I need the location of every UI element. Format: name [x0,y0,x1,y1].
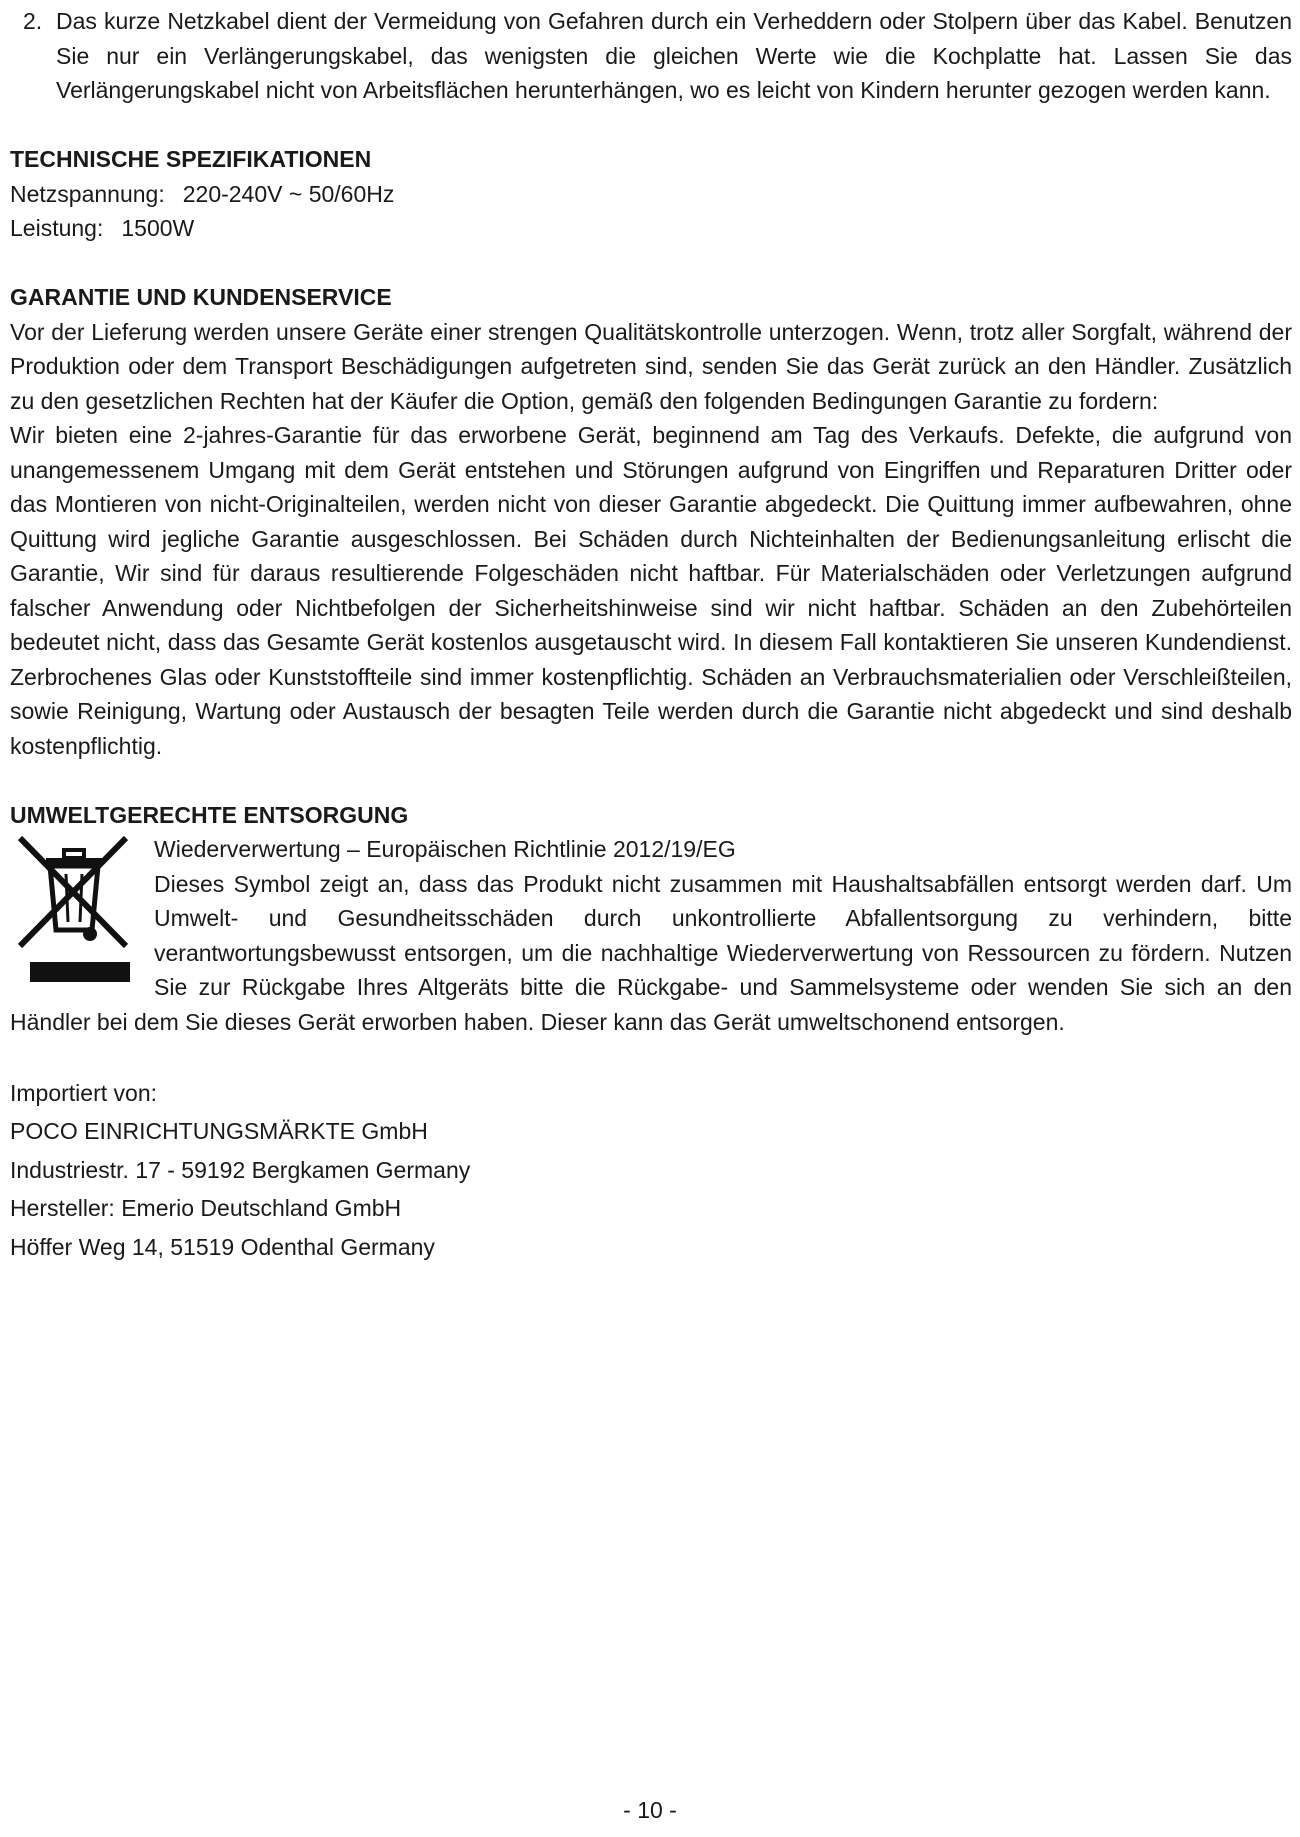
item-number: 2. [23,8,43,34]
warranty-heading: GARANTIE UND KUNDENSERVICE [10,284,392,310]
numbered-item-2 [10,4,1292,108]
spec-power-row [10,211,1292,246]
warranty-paragraph-1: Vor der Lieferung werden unsere Geräte einer strengen Qualitätskontrolle unterzogen. Wenn, trotz aller Sorgfalt, während der Produktion oder dem Transport Beschädigungen aufgetreten sind, senden Sie das Gerät zurück an den Händler. Zusätzlich zu den gesetzlichen Rechten hat der Käufer die Option, gemäß den folgenden Bedingungen Garantie zu fordern: [10,318,1292,414]
weee-black-bar [30,962,130,982]
disposal-body [10,832,1292,1039]
disposal-text: Dieses Symbol zeigt an, dass das Produkt nicht zusammen mit Haushaltsabfällen entsorgt werden darf. Um Umwelt- und Gesundheitsschäden durch unkontrollierte Abfallentsorgung zu verhindern, bitte verantwortungsbewusst entsorgen, um die nachhaltige Wiederverwertung von Ressourcen zu fördern. Nutzen Sie zur Rückgabe Ihres Altgeräts bitte die Rückgabe- und Sammelsysteme oder wenden Sie sich an den Händler bei dem Sie dieses Gerät erworben haben. Dieser kann das Gerät umweltschonend entsorgen. [10,870,1292,1035]
specs-heading: TECHNISCHE SPEZIFIKATIONEN [10,146,372,172]
page-number: - 10 - [623,1797,677,1823]
disposal-heading: UMWELTGERECHTE ENTSORGUNG [10,801,409,828]
importer-section [10,1074,1292,1267]
importer-company: POCO EINRICHTUNGSMÄRKTE GmbH [10,1118,428,1144]
spec-voltage-row [10,177,1292,212]
warranty-paragraph-2: Wir bieten eine 2-jahres-Garantie für das erworbene Gerät, beginnend am Tag des Verkaufs. Defekte, die aufgrund von unangemessenem Umgang mit dem Gerät entstehen und Störungen aufgrund von Eingriffen und Reparaturen Dritter oder das Montieren von nicht-Originalteilen, werden nicht von dieser Garantie abgedeckt. Die Quittung immer aufbewahren, ohne Quittung wird jegliche Garantie ausgeschlossen. Bei Schäden durch Nichteinhalten der Bedienungsanleitung erlischt die Garantie, Wir sind für daraus resultierende Folgeschäden nicht haftbar. Für Materialschäden oder Verletzungen aufgrund falscher Anwendung oder Nichtbefolgen der Sicherheitshinweise sind wir nicht haftbar. Schäden an den Zubehörteilen bedeutet nicht, dass das Gesamte Gerät kostenlos ausgetauscht wird. In diesem Fall kontaktieren Sie unseren Kundendienst. Zerbrochenes Glas oder Kunststoffteile sind immer kostenpflichtig. Schäden an Verbrauchsmaterialien oder Verschleißteilen, sowie Reinigung, Wartung oder Austausch der besagten Teile werden durch die Garantie nicht abgedeckt und sind deshalb kostenpflichtig. [10,422,1292,759]
power-value: 1500W [121,215,195,241]
page-content [10,4,1292,1266]
specs-section [10,142,1292,246]
disposal-directive-line: Wiederverwertung – Europäischen Richtlinie 2012/19/EG [154,836,736,862]
disposal-section [10,798,1292,1040]
voltage-label: Netzspannung: [10,180,165,207]
voltage-value: 220-240V ~ 50/60Hz [182,180,395,207]
importer-label: Importiert von: [10,1079,157,1106]
importer-address: Industriestr. 17 - 59192 Bergkamen Germany [10,1156,471,1183]
item-text: Das kurze Netzkabel dient der Vermeidung von Gefahren durch ein Verheddern oder Stolpern über das Kabel. Benutzen Sie nur ein Verlängerungskabel, das wenigsten die gleichen Werte wie die Kochplatte hat. Lassen Sie das Verlängerungskabel nicht von Arbeitsflächen herunterhängen, wo es leicht von Kindern herunter gezogen werden kann. [56,8,1292,103]
power-label: Leistung: [10,215,104,241]
warranty-section [10,280,1292,763]
manufacturer-address: Höffer Weg 14, 51519 Odenthal Germany [10,1233,435,1260]
crossed-out-wheelie-bin-icon [10,832,136,984]
manufacturer-name: Hersteller: Emerio Deutschland GmbH [10,1195,402,1221]
